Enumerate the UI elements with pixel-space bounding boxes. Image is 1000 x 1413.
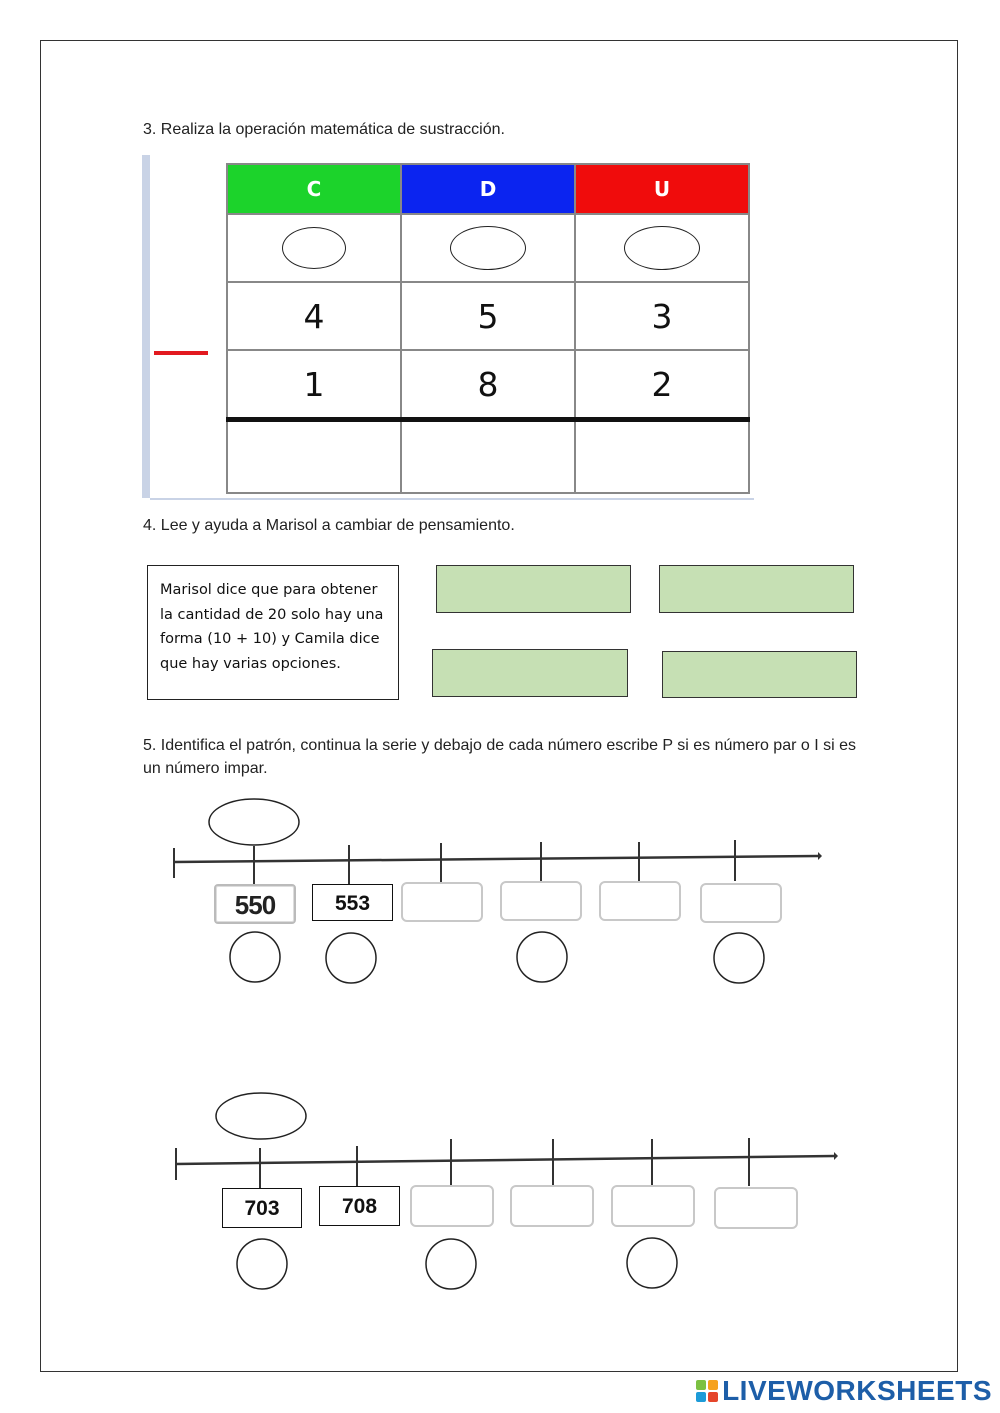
- minuend-d: 5: [401, 282, 575, 350]
- subtrahend-u: 2: [575, 350, 749, 420]
- axis-line-2: [176, 1156, 834, 1164]
- header-d: D: [401, 164, 575, 214]
- minuend-u: 3: [575, 282, 749, 350]
- blank-number-box[interactable]: [510, 1185, 594, 1227]
- number-box: 553: [312, 884, 393, 921]
- question-5-title: 5. Identifica el patrón, continua la serie y debajo de cada número escribe P si es número par o I si es un número impar.: [143, 737, 856, 777]
- number-box: 550: [214, 884, 296, 924]
- question-3-title: 3. Realiza la operación matemática de sustracción.: [143, 121, 505, 138]
- logo-icon: [696, 1380, 718, 1402]
- parity-circle-7[interactable]: [627, 1238, 677, 1288]
- parity-circle-6[interactable]: [426, 1239, 476, 1289]
- parity-circle-5[interactable]: [237, 1239, 287, 1289]
- pattern-oval-2[interactable]: [216, 1093, 306, 1139]
- header-c: C: [227, 164, 401, 214]
- blank-number-box[interactable]: [611, 1185, 695, 1227]
- blank-number-box[interactable]: [410, 1185, 494, 1227]
- number-box: 708: [319, 1186, 400, 1226]
- marisol-text-box: Marisol dice que para obtener la cantidad de 20 solo hay una forma (10 + 10) y Camila dice que hay varias opciones.: [147, 565, 399, 700]
- axis-arrow-2: [834, 1152, 838, 1160]
- question-4-title: 4. Lee y ayuda a Marisol a cambiar de pensamiento.: [143, 517, 515, 534]
- brand-name: LIVEWORKSHEETS: [722, 1375, 992, 1406]
- subtrahend-c: 1: [227, 350, 401, 420]
- blank-number-box[interactable]: [714, 1187, 798, 1229]
- subtrahend-d: 8: [401, 350, 575, 420]
- minuend-c: 4: [227, 282, 401, 350]
- liveworksheets-logo: [696, 1377, 992, 1405]
- number-box: 703: [222, 1188, 302, 1228]
- header-u: U: [575, 164, 749, 214]
